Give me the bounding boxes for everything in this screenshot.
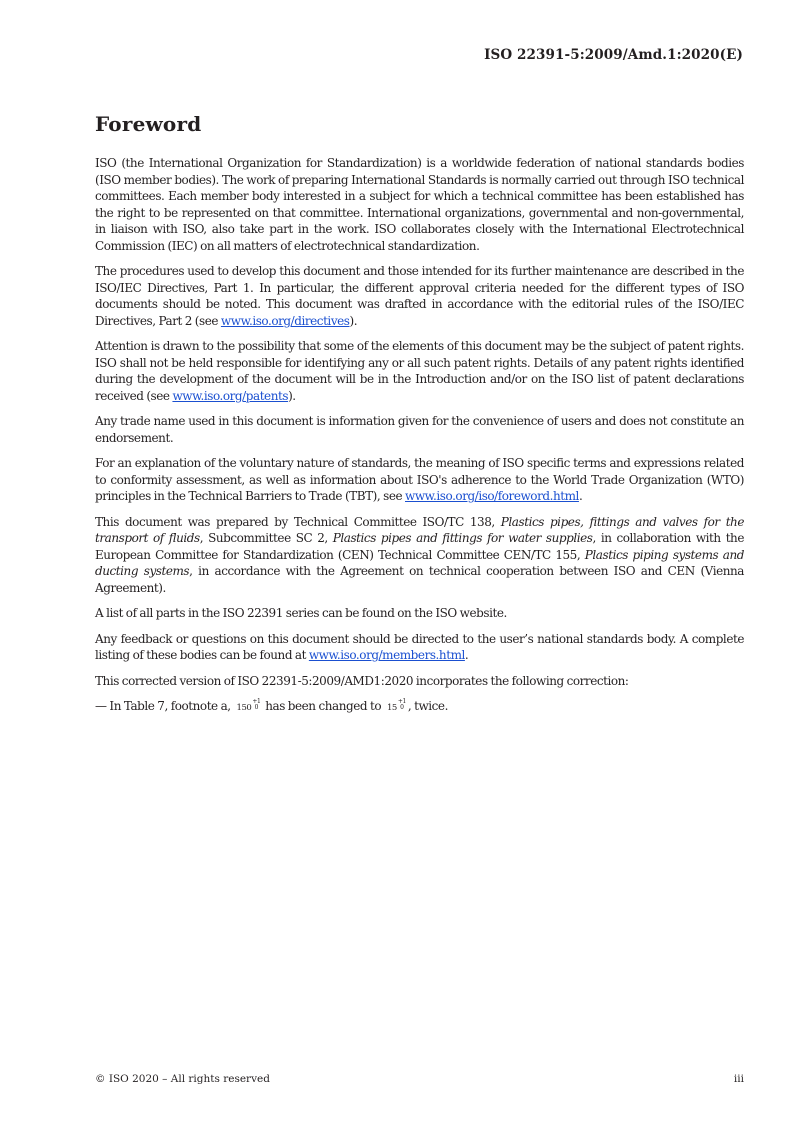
committee-tc155-title: Plastics piping systems and ducting systems xyxy=(95,547,744,578)
paragraph-voluntary-end: . xyxy=(578,489,583,503)
correction-text-b: has been changed to xyxy=(262,699,384,713)
paragraph-feedback-end: . xyxy=(464,648,469,662)
old-tolerance-upper: +1 xyxy=(252,697,261,705)
page-number: iii xyxy=(733,1073,744,1085)
committee-text-g: , in accordance with the Agreement on technical cooperation between ISO and CEN (Vienna Agreement). xyxy=(95,564,744,595)
paragraph-procedures-text: The procedures used to develop this document and those intended for its further maintenance are described in the ISO/IEC Directives, Part 1. In particular, the different approval criteria needed for the different types of ISO documents should be noted. This document was drafted in accordance with the editorial rules of the ISO/IEC Directives, Part 2 (see xyxy=(95,264,744,328)
paragraph-iso-intro: ISO (the International Organization for Standardization) is a worldwide federation of national standards bodies (ISO member bodies). The work of preparing International Standards is normally carried out through ISO technical committees. Each member body interested in a subject for which a technical committee has been established has the right to be represented on that committee. International organizations, governmental and non-governmental, in liaison with ISO, also take part in the work. ISO collaborates closely with the International Electrotechnical Commission (IEC) on all matters of electrotechnical standardization. xyxy=(95,156,744,253)
paragraph-patents-text: Attention is drawn to the possibility that some of the elements of this document may be the subject of patent rights. ISO shall not be held responsible for identifying any or all such patent rights. Details of any patent rights identified during the development of the document will be in the Introduction and/or on the ISO list of patent declarations received (see xyxy=(95,339,744,403)
paragraph-committee xyxy=(95,514,744,597)
paragraph-parts-list: A list of all parts in the ISO 22391 series can be found on the ISO website. xyxy=(95,606,507,620)
paragraph-procedures xyxy=(95,263,744,329)
document-body xyxy=(95,155,744,726)
new-value: 15 xyxy=(386,703,397,713)
old-tolerance-lower: 0 xyxy=(254,703,259,711)
paragraph-procedures-end: ). xyxy=(349,313,358,328)
members-link[interactable]: www.iso.org/members.html xyxy=(308,648,465,662)
paragraph-voluntary-text: For an explanation of the voluntary nature of standards, the meaning of ISO specific terms and expressions related to conformity assessment, as well as information about ISO's adherence to the World Trade Organization (WTO) principles in the Technical Barriers to Trade (TBT), see xyxy=(95,456,744,503)
old-tolerance xyxy=(252,699,260,711)
committee-text-e: , in collaboration with the European Committee for Standardization (CEN) Technical Committee CEN/TC 155, xyxy=(95,531,744,562)
paragraph-correction-item xyxy=(95,698,744,717)
new-tolerance-lower: 0 xyxy=(400,703,404,711)
committee-tc138-title: Plastics pipes, fittings and valves for the transport of fluids xyxy=(95,514,744,545)
foreword-link[interactable]: www.iso.org/iso/foreword.html xyxy=(405,489,579,503)
directives-link[interactable]: www.iso.org/directives xyxy=(220,313,350,328)
paragraph-corrected-version: This corrected version of ISO 22391-5:2009/AMD1:2020 incorporates the following correction: xyxy=(95,673,629,688)
patents-link[interactable]: www.iso.org/patents xyxy=(172,388,289,403)
new-tolerance-upper: +1 xyxy=(397,697,406,705)
page-title: Foreword xyxy=(95,112,202,136)
copyright-notice: © ISO 2020 – All rights reserved xyxy=(95,1073,270,1085)
document-identifier: ISO 22391-5:2009/Amd.1:2020(E) xyxy=(484,47,743,63)
paragraph-voluntary-nature xyxy=(95,455,744,505)
committee-sc2-title: Plastics pipes and fittings for water supplies xyxy=(332,531,593,545)
committee-text-c: , Subcommittee SC 2, xyxy=(199,531,333,545)
paragraph-feedback-text: Any feedback or questions on this document should be directed to the user’s national standards body. A complete listing of these bodies can be found at xyxy=(95,631,744,662)
new-tolerance xyxy=(398,699,406,711)
paragraph-trade-name: Any trade name used in this document is information given for the convenience of users and does not constitute an endorsement. xyxy=(95,414,744,445)
correction-text-a: — In Table 7, footnote a, xyxy=(95,699,234,713)
paragraph-patents-end: ). xyxy=(288,388,296,403)
correction-text-c: , twice. xyxy=(407,699,448,713)
old-value: 150 xyxy=(236,703,252,713)
committee-text-a: This document was prepared by Technical Committee ISO/TC 138, xyxy=(95,514,501,529)
paragraph-feedback xyxy=(95,631,744,664)
paragraph-patents xyxy=(95,338,744,404)
